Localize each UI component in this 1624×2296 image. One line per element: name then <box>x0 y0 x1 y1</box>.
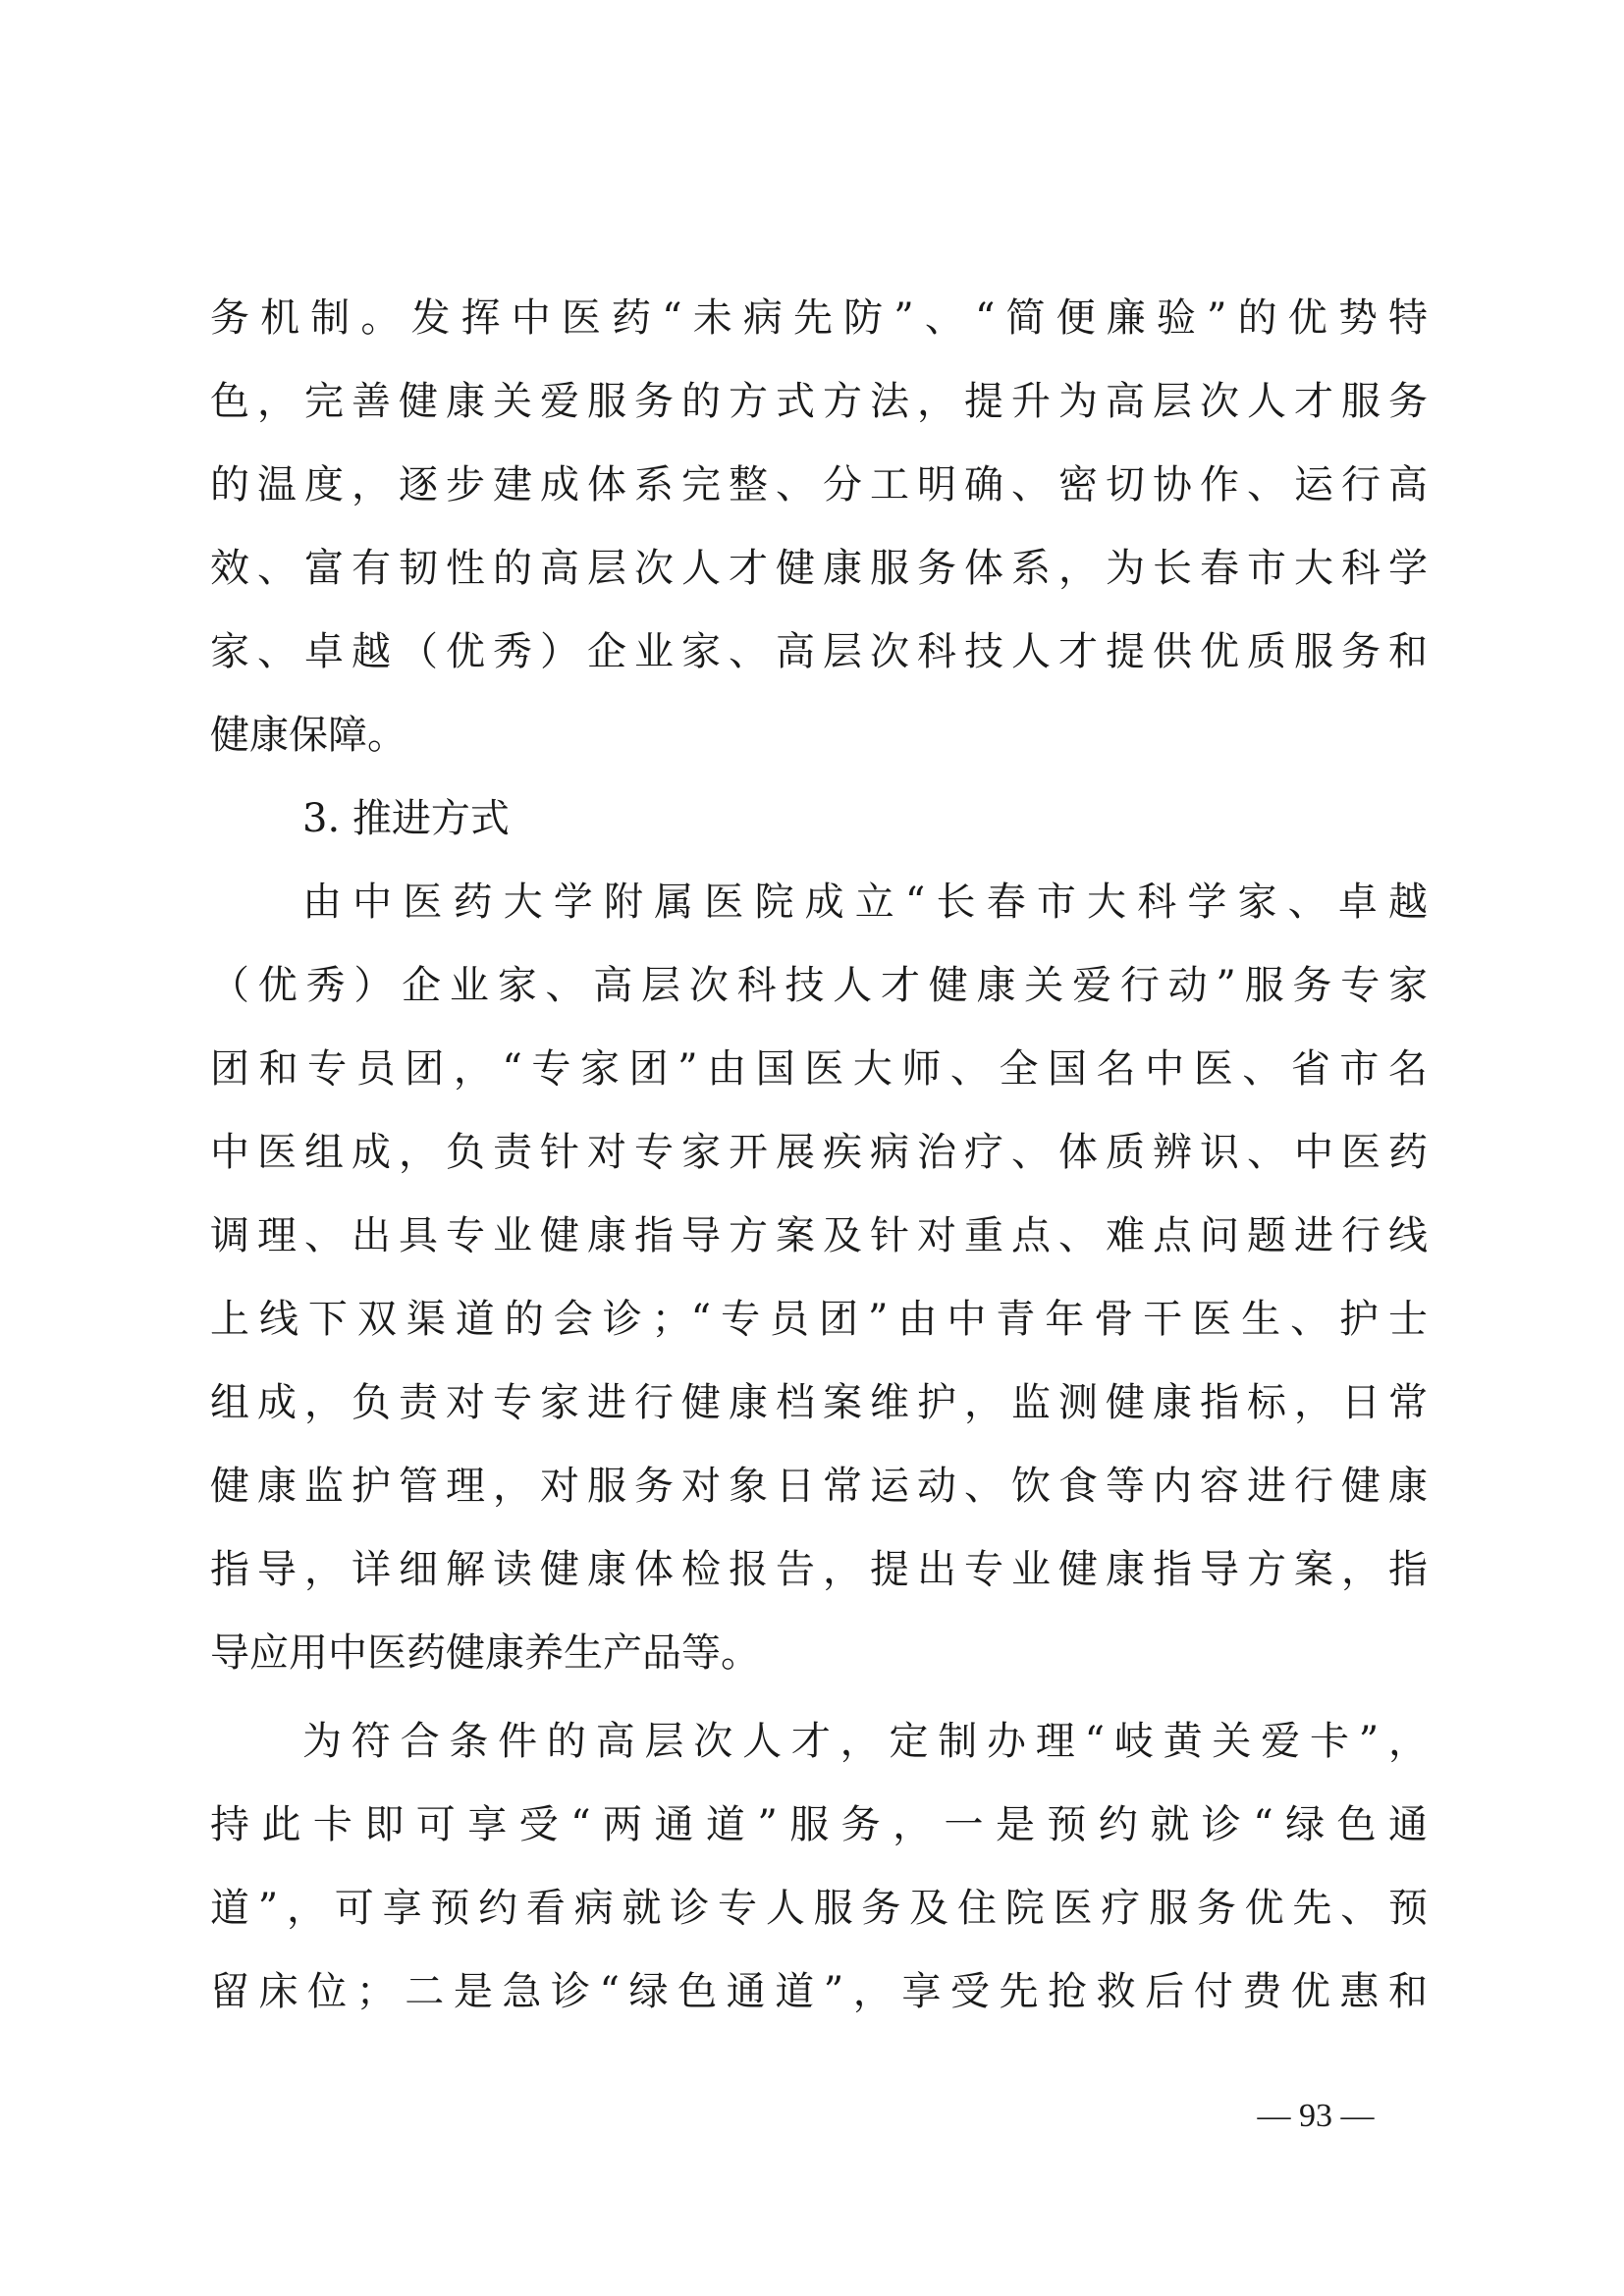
text-line: 家、卓越（优秀）企业家、高层次科技人才提供优质服务和 <box>210 629 1428 674</box>
paragraph-first-line: 为符合条件的高层次人才，定制办理“岐黄关爱卡”， <box>302 1719 1428 1764</box>
text-line: 持此卡即可享受“两通道”服务，一是预约就诊“绿色通 <box>210 1802 1428 1847</box>
paragraph-first-line: 由中医药大学附属医院成立“长春市大科学家、卓越 <box>302 880 1428 925</box>
text-line: 道”，可享预约看病就诊专人服务及住院医疗服务优先、预 <box>210 1886 1428 1931</box>
text-line: 健康监护管理，对服务对象日常运动、饮食等内容进行健康 <box>210 1464 1428 1509</box>
text-line: 务机制。发挥中医药“未病先防”、“简便廉验”的优势特 <box>210 295 1428 341</box>
text-line: 组成，负责对专家进行健康档案维护，监测健康指标，日常 <box>210 1380 1428 1425</box>
text-line: 指导，详细解读健康体检报告，提出专业健康指导方案，指 <box>210 1547 1428 1592</box>
text-line: 色，完善健康关爱服务的方式方法，提升为高层次人才服务 <box>210 379 1428 424</box>
text-line: （优秀）企业家、高层次科技人才健康关爱行动”服务专家 <box>210 963 1428 1008</box>
text-line: 中医组成，负责针对专家开展疾病治疗、体质辨识、中医药 <box>210 1130 1428 1175</box>
text-line: 留床位；二是急诊“绿色通道”，享受先抢救后付费优惠和 <box>210 1969 1428 2014</box>
page-number: — 93 — <box>1257 2098 1375 2134</box>
text-line: 上线下双渠道的会诊；“专员团”由中青年骨干医生、护士 <box>210 1297 1428 1342</box>
text-line: 导应用中医药健康养生产品等。 <box>210 1630 760 1676</box>
text-line: 健康保障。 <box>210 713 406 758</box>
text-line: 调理、出具专业健康指导方案及针对重点、难点问题进行线 <box>210 1213 1428 1258</box>
text-line: 效、富有韧性的高层次人才健康服务体系，为长春市大科学 <box>210 546 1428 591</box>
text-line: 团和专员团，“专家团”由国医大师、全国名中医、省市名 <box>210 1046 1428 1092</box>
text-line: 的温度，逐步建成体系完整、分工明确、密切协作、运行高 <box>210 462 1428 507</box>
section-heading: 3. 推进方式 <box>302 796 510 841</box>
